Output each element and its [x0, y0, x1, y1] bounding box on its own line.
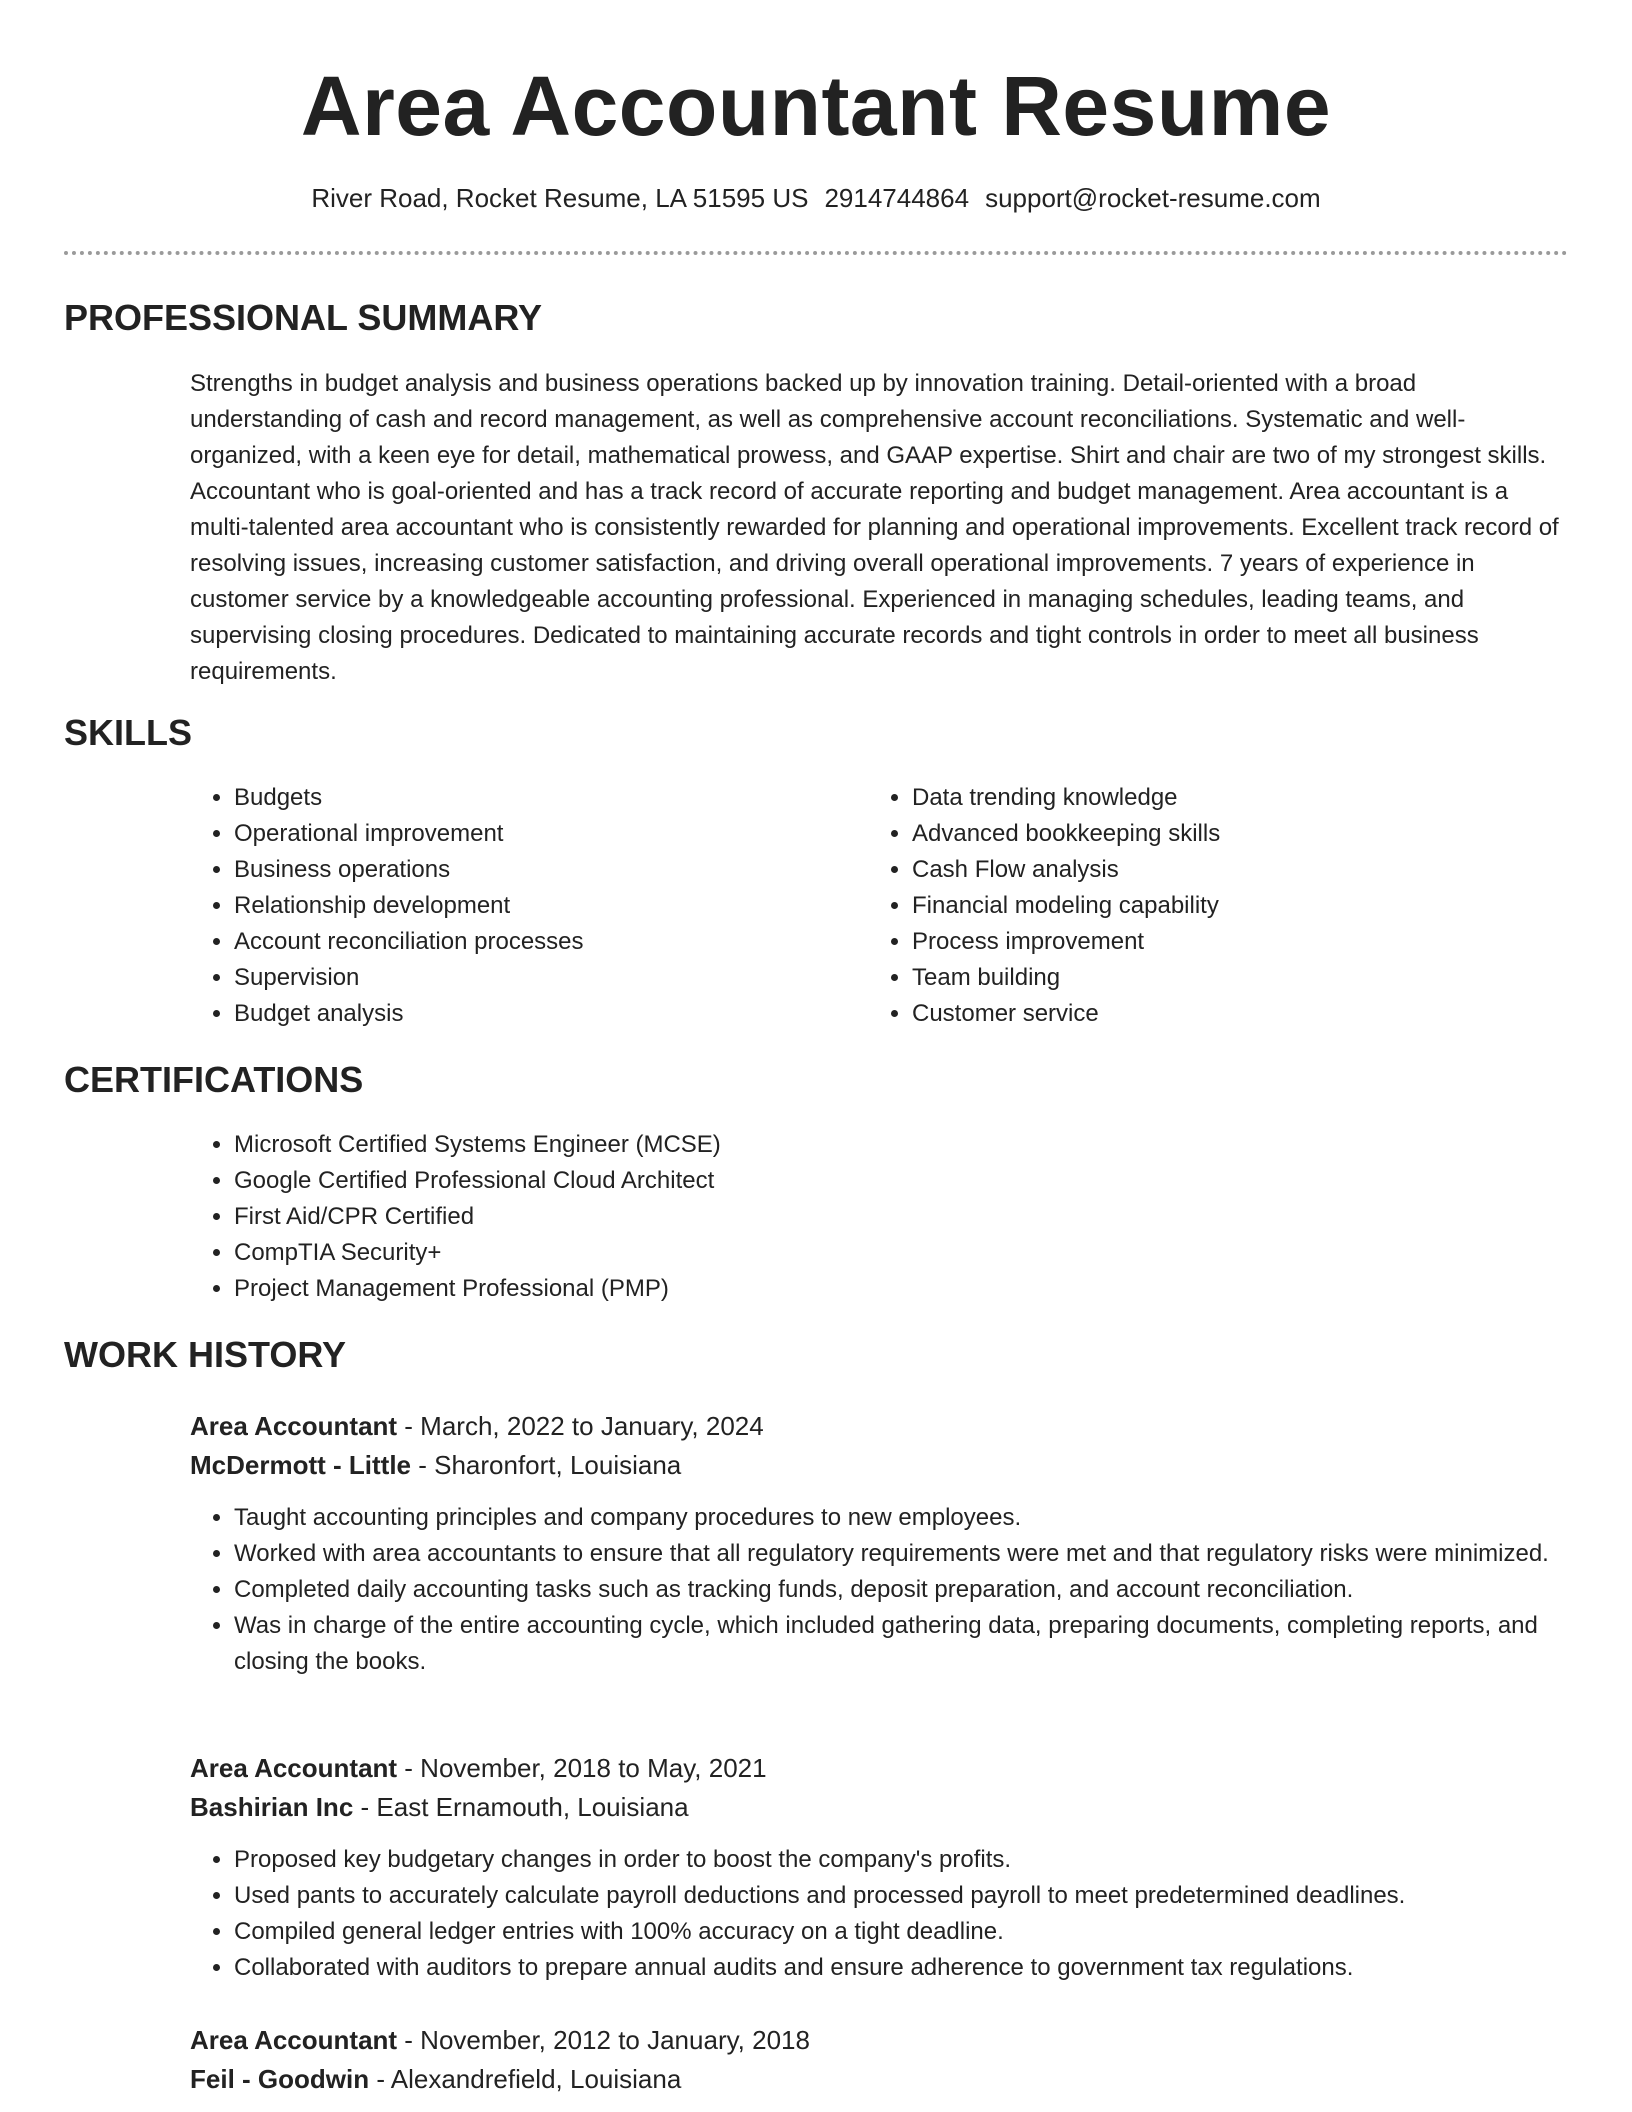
- job-company: Bashirian Inc: [190, 1792, 354, 1822]
- job-bullets: [190, 1842, 1574, 1986]
- skill-item: • Advanced bookkeeping skills: [912, 816, 1572, 852]
- work-history-heading: WORK HISTORY: [64, 1334, 347, 1375]
- skill-item: • Budgets: [234, 780, 854, 816]
- skill-item: • Supervision: [234, 960, 854, 996]
- contact-phone: 2914744864: [824, 183, 970, 213]
- job-bullet: • Worked with area accountants to ensure that all regulatory requirements were met and that regulatory risks were minimized.: [234, 1536, 1574, 1572]
- skill-item: • Business operations: [234, 852, 854, 888]
- job-dates: - November, 2018 to May, 2021: [397, 1753, 767, 1783]
- job-company: Feil - Goodwin: [190, 2064, 370, 2094]
- skills-heading: SKILLS: [64, 712, 193, 753]
- job-company-line: [190, 1788, 689, 1826]
- job-bullet: • Taught accounting principles and company procedures to new employees.: [234, 1500, 1574, 1536]
- job-title: Area Accountant: [190, 2025, 398, 2055]
- job-bullet: • Proposed key budgetary changes in order to boost the company's profits.: [234, 1842, 1574, 1878]
- job-bullet: • Collaborated with auditors to prepare annual audits and ensure adherence to government tax regulations.: [234, 1950, 1574, 1986]
- job-dates: - March, 2022 to January, 2024: [397, 1411, 764, 1441]
- contact-email[interactable]: support@rocket-resume.com: [985, 183, 1321, 213]
- job-title: Area Accountant: [190, 1411, 398, 1441]
- contact-address: River Road, Rocket Resume, LA 51595 US: [311, 183, 809, 213]
- job-dates: - November, 2012 to January, 2018: [397, 2025, 810, 2055]
- job-bullet: • Was in charge of the entire accounting cycle, which included gathering data, preparing documents, completing reports, and closing the books.: [234, 1608, 1574, 1680]
- job-bullet: • Used pants to accurately calculate payroll deductions and processed payroll to meet predetermined deadlines.: [234, 1878, 1574, 1914]
- skills-list-right: [868, 780, 1572, 1032]
- contact-line: [0, 180, 1632, 216]
- job-company: McDermott - Little: [190, 1450, 411, 1480]
- skill-item: • Team building: [912, 960, 1572, 996]
- skill-item: • Operational improvement: [234, 816, 854, 852]
- certification-item: • Project Management Professional (PMP): [234, 1271, 1534, 1307]
- skill-item: • Account reconciliation processes: [234, 924, 854, 960]
- job-company-line: [190, 1446, 681, 1484]
- skill-item: • Relationship development: [234, 888, 854, 924]
- summary-text: Strengths in budget analysis and business operations backed up by innovation training. Detail-oriented with a broad understanding of cash and record management, as well as comprehensive account reconciliations. Systematic and well-organized, with a keen eye for detail, mathematical prowess, and GAAP expertise. Shirt and chair are two of my strongest skills. Accountant who is goal-oriented and has a track record of accurate reporting and budget management. Area accountant is a multi-talented area accountant who is consistently rewarded for planning and operational improvements. Excellent track record of resolving issues, increasing customer satisfaction, and driving overall operational improvements. 7 years of experience in customer service by a knowledgeable accounting professional. Experienced in managing schedules, leading teams, and supervising closing procedures. Dedicated to maintaining accurate records and tight controls in order to meet all business requirements.: [190, 370, 1559, 685]
- skill-item: • Process improvement: [912, 924, 1572, 960]
- job-title-line: [190, 1749, 767, 1787]
- job-bullet: • Completed daily accounting tasks such as tracking funds, deposit preparation, and account reconciliation.: [234, 1572, 1574, 1608]
- job-location: - Sharonfort, Louisiana: [411, 1450, 682, 1480]
- certification-item: • First Aid/CPR Certified: [234, 1199, 1534, 1235]
- summary-heading: PROFESSIONAL SUMMARY: [64, 297, 543, 338]
- certification-item: • Google Certified Professional Cloud Architect: [234, 1163, 1534, 1199]
- skill-item: • Financial modeling capability: [912, 888, 1572, 924]
- job-bullets: [190, 1500, 1574, 1680]
- job-location: - East Ernamouth, Louisiana: [353, 1792, 689, 1822]
- job-bullet: • Compiled general ledger entries with 100% accuracy on a tight deadline.: [234, 1914, 1574, 1950]
- job-title-line: [190, 2021, 810, 2059]
- skill-item: • Cash Flow analysis: [912, 852, 1572, 888]
- certification-item: • CompTIA Security+: [234, 1235, 1534, 1271]
- job-location: - Alexandrefield, Louisiana: [369, 2064, 682, 2094]
- page-title: Area Accountant Resume: [300, 59, 1332, 153]
- job-company-line: [190, 2060, 681, 2098]
- header-divider: [64, 251, 1568, 255]
- skills-list-left: [190, 780, 854, 1032]
- certification-item: • Microsoft Certified Systems Engineer (MCSE): [234, 1127, 1534, 1163]
- skill-item: • Customer service: [912, 996, 1572, 1032]
- job-title-line: [190, 1407, 764, 1445]
- certifications-list: [190, 1127, 1534, 1307]
- skill-item: • Data trending knowledge: [912, 780, 1572, 816]
- certifications-heading: CERTIFICATIONS: [64, 1059, 364, 1100]
- skill-item: • Budget analysis: [234, 996, 854, 1032]
- job-title: Area Accountant: [190, 1753, 398, 1783]
